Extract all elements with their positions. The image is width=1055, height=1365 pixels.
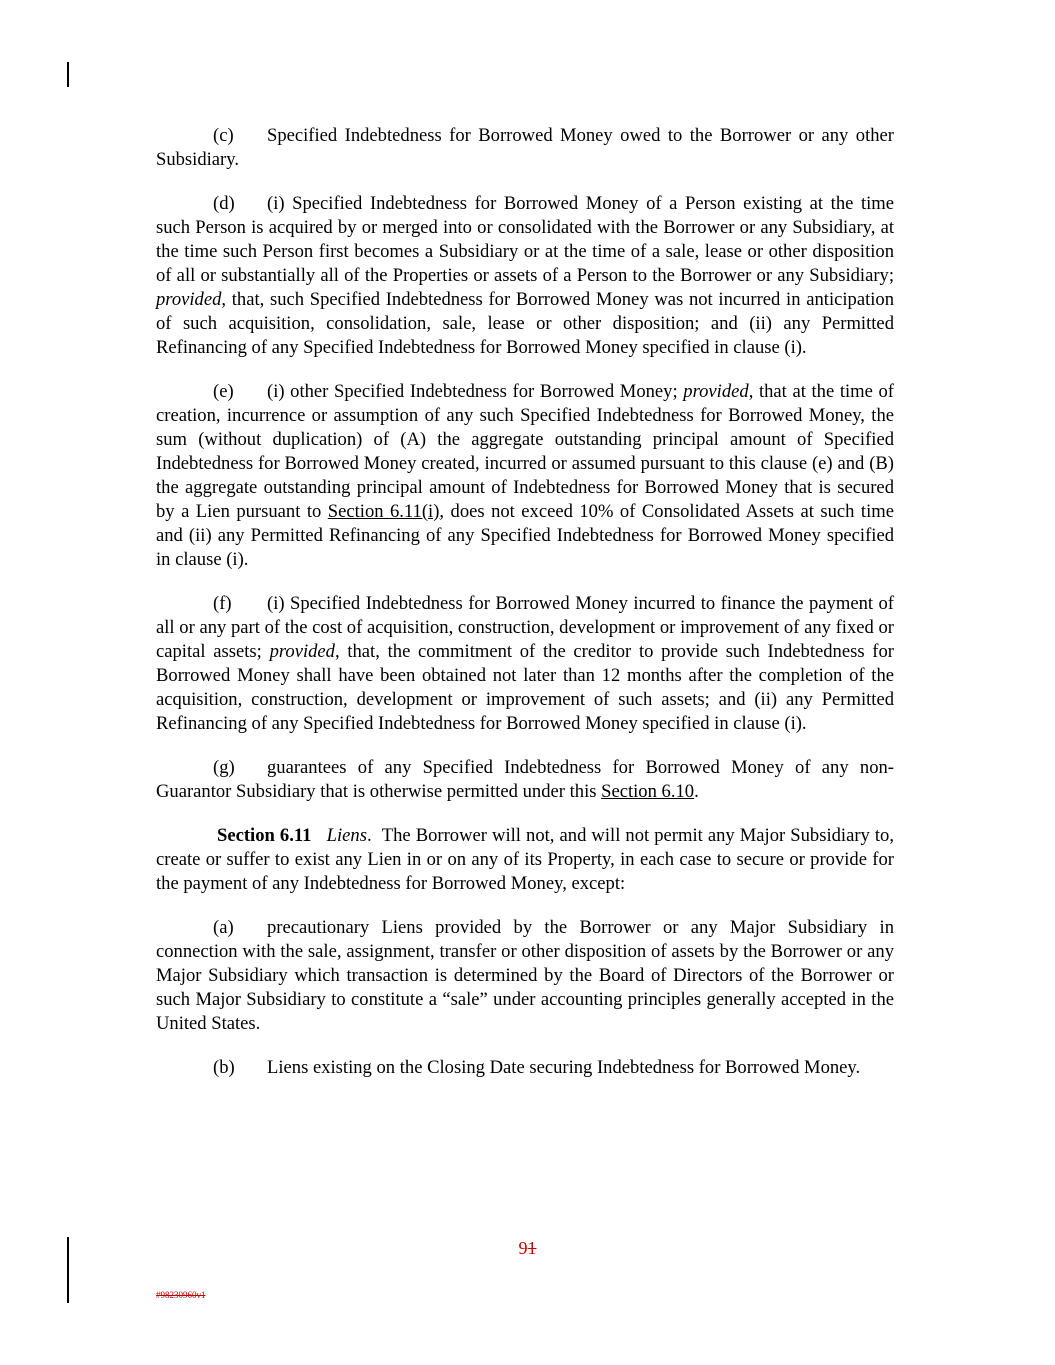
clause-text: precautionary Liens provided by the Borrower or any Major Subsidiary in connection with the sale, assignment, transfer or other disposition of assets by the Borrower or any Major Subsidiary which transaction is determined by the Board of Directors of the Borrower or such Major Subsidiary to constitute a “sale” under accounting principles generally accepted in the United States.	[156, 917, 894, 1034]
clause-text: (i) Specified Indebtedness for Borrowed Money incurred to finance the payment of all or any part of the cost of acquisition, construction, development or improvement of any fixed or capital assets;	[156, 593, 894, 662]
provided-term: provided	[683, 381, 749, 402]
lien-paragraph-a	[156, 916, 894, 1036]
document-id: #98230960v1	[156, 1290, 206, 1300]
section-reference-link[interactable]: Section 6.10	[601, 781, 695, 802]
provided-term: provided	[156, 289, 222, 310]
section-title: Liens	[326, 825, 367, 846]
lien-paragraph-b	[156, 1056, 894, 1080]
clause-label: (e)	[213, 381, 234, 402]
clause-text: (i) other Specified Indebtedness for Borrowed Money;	[267, 381, 684, 402]
section-6-11	[156, 824, 894, 896]
document-body	[156, 124, 894, 1100]
clause-label: (a)	[213, 917, 234, 938]
clause-text: (i) Specified Indebtedness for Borrowed Money of a Person existing at the time such Person is acquired by or merged into or consolidated with the Borrower or any Subsidiary, at the time such Person first becomes a Subsidiary or at the time of a sale, lease or other disposition of all or substantially all of the Properties or assets of a Person to the Borrower or any Subsidiary;	[156, 193, 894, 286]
clause-label: (f)	[213, 593, 232, 614]
clause-text: Specified Indebtedness for Borrowed Money owed to the Borrower or any other Subsidiary.	[156, 125, 894, 170]
clause-label: (c)	[213, 125, 234, 146]
clause-text: , that, the commitment of the creditor to provide such Indebtedness for Borrowed Money shall have been obtained not later than 12 months after the completion of the acquisition, construction, development or improvement of such assets; and (ii) any Permitted Refinancing of any Specified Indebtedness for Borrowed Money specified in clause (i).	[156, 641, 894, 734]
section-reference-link[interactable]: Section 6.11(i)	[327, 501, 440, 522]
clause-label: (g)	[213, 757, 235, 778]
section-text: The Borrower will not, and will not permit any Major Subsidiary to, create or suffer to exist any Lien in or on any of its Property, in each case to secure or provide for the payment of any Indebtedness for Borrowed Money, except:	[156, 825, 895, 894]
paragraph-e	[156, 380, 894, 572]
comma: ,	[748, 381, 754, 402]
change-bar-top	[67, 62, 69, 87]
page-number-deleted: 1	[527, 1238, 537, 1258]
section-number: Section 6.11	[217, 825, 312, 846]
paragraph-c	[156, 124, 894, 172]
clause-text: .	[694, 781, 699, 802]
paragraph-f	[156, 592, 894, 736]
clause-text: that at the time of creation, incurrence or assumption of any such Specified Indebtedness for Borrowed Money, the sum (without duplication) of (A) the aggregate outstanding principal amount of Specified Indebtedness for Borrowed Money created, incurred or assumed pursuant to this clause (e) and (B) the aggregate outstanding principal amount of Indebtedness for Borrowed Money that is secured by a Lien pursuant to	[156, 381, 895, 522]
paragraph-d	[156, 192, 894, 360]
section-title-punct: .	[366, 825, 372, 846]
clause-text: , does not exceed 10% of Consolidated Assets at such time and (ii) any Permitted Refinancing of any Specified Indebtedness for Borrowed Money specified in clause (i).	[156, 501, 894, 570]
clause-text: guarantees of any Specified Indebtedness for Borrowed Money of any non-Guarantor Subsidiary that is otherwise permitted under this	[156, 757, 894, 802]
provided-term: provided	[269, 641, 335, 662]
clause-text: , that, such Specified Indebtedness for Borrowed Money was not incurred in anticipation of such acquisition, consolidation, sale, lease or other disposition; and (ii) any Permitted Refinancing of any Specified Indebtedness for Borrowed Money specified in clause (i).	[156, 289, 894, 358]
clause-text: Liens existing on the Closing Date securing Indebtedness for Borrowed Money.	[267, 1057, 861, 1078]
clause-label: (d)	[213, 193, 235, 214]
paragraph-g	[156, 756, 894, 804]
page-number-base: 9	[518, 1238, 528, 1258]
page-number	[0, 1238, 1055, 1259]
clause-label: (b)	[213, 1057, 235, 1078]
